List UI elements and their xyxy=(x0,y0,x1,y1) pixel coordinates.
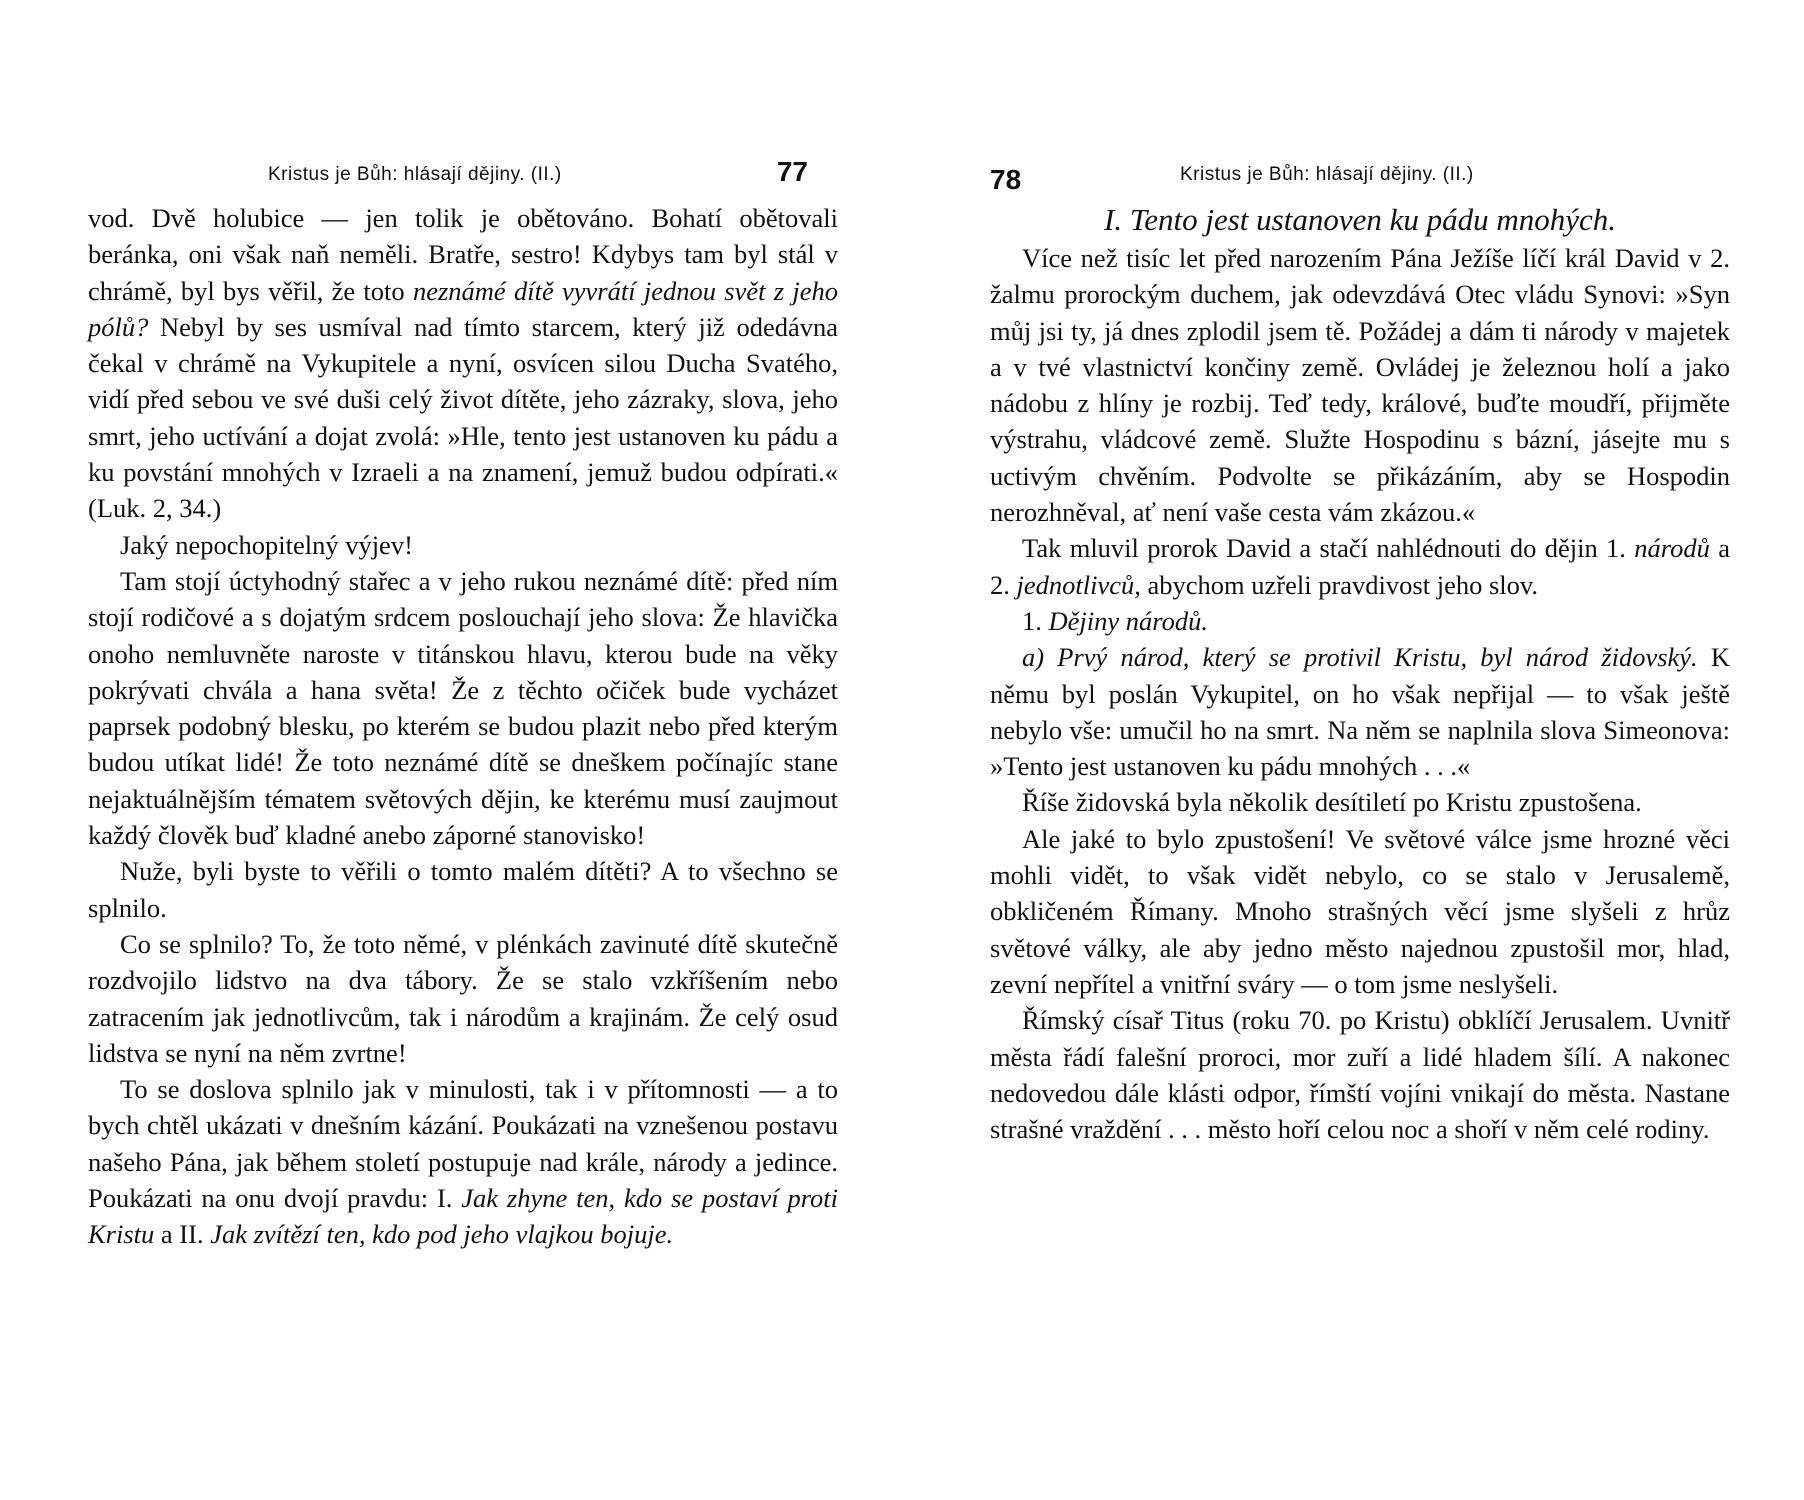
paragraph: Nuže, byli byste to věřili o tomto malém dítěti? A to všechno se splnilo. xyxy=(88,856,838,923)
text-run: Nebyl by ses usmíval nad tímto starcem, který již odedávna čekal v chrámě na Vykupitele a nyní, osvícen silou Ducha Svatého, vidí před sebou ve své duši celý život dítěte, jeho zázraky, slova, jeho smrt, jeho uctívání a dojat zvolá: »Hle, tento jest ustanoven ku pádu a ku povstání mnohých v Izraeli a na znamení, jemuž budou odpírati.« (Luk. 2, 34.) xyxy=(88,311,838,524)
text-run: a II. xyxy=(154,1219,211,1250)
italic-run: neznámé dítě vyvrátí jednou svět z jeho pólů? xyxy=(88,275,838,342)
paragraph xyxy=(88,200,838,527)
paragraph xyxy=(990,639,1730,784)
paragraph xyxy=(88,1071,838,1252)
italic-run: Dějiny národů. xyxy=(1048,605,1208,636)
paragraph: Co se splnilo? To, že toto němé, v plénkách zavinuté dítě skutečně rozdvojilo lidstvo na dva tábory. Že se stalo vzkříšením nebo zatracením jak jednotlivcům, tak i národům a krajinám. Že celý osud lidstva se nyní na něm zvrtne! xyxy=(88,928,838,1068)
paragraph: Říše židovská byla několik desítiletí po Kristu zpustošena. xyxy=(1022,787,1642,818)
text-run: To se doslova splnilo jak v minulosti, tak i v přítomnosti — a to bych chtěl ukázati v dnešním kázání. Poukázati na vznešenou postavu našeho Pána, jak během století postupuje nad krále, národy a jedince. Poukázati na onu dvojí pravdu: I. xyxy=(88,1074,838,1214)
page-number-left: 77 xyxy=(776,156,808,187)
text-run: a 2. xyxy=(990,533,1730,600)
left-page-body xyxy=(88,200,838,1253)
right-page-body xyxy=(990,200,1730,1147)
paragraph xyxy=(990,603,1730,639)
page-number-right: 78 xyxy=(990,164,1022,195)
italic-run: Jak zvítězí ten, kdo pod jeho vlajkou bojuje. xyxy=(210,1219,674,1250)
text-run: 1. xyxy=(1022,605,1049,636)
italic-run: národů xyxy=(1634,533,1710,564)
running-head-left xyxy=(88,150,838,200)
italic-run: a) Prvý národ, který se protivil Kristu, byl národ židovský. xyxy=(1022,642,1698,673)
text-run: K němu byl poslán Vykupitel, on ho však nepřijal — to však ještě nebylo vše: umučil ho na smrt. Na něm se naplnila slova Simeonova: »Tento jest ustanoven ku pádu mnohých . . .« xyxy=(990,642,1730,782)
paragraph: Ale jaké to bylo zpustošení! Ve světové válce jsme hrozné věci mohli vidět, to však vidět nebylo, co se stalo v Jerusalemě, obkličeném Římany. Mnoho strašných věcí jsme slyšeli z hrůz světové války, ale aby jedno město najednou zpustošil mor, hlad, zevní nepřítel a vnitřní sváry — o tom jsme neslyšeli. xyxy=(990,823,1730,999)
paragraph: Tam stojí úctyhodný stařec a v jeho rukou neznámé dítě: před ním stojí rodičové a s dojatým srdcem poslouchají jeho slova: Že hlavička onoho nemluvněte naroste v titánskou hlavu, kterou bude na věky pokrývati chvála a hana světa! Že z těchto očiček bude vycházet paprsek podobný blesku, po kterém se budou plazit nebo před kterým budou utíkat lidé! Že toto neznámé dítě se dneškem počínajíc stane nejaktuálnějším tématem světových dějin, ke kterému musí zaujmout každý člověk buď kladné anebo záporné stanovisko! xyxy=(88,565,838,851)
paragraph xyxy=(990,530,1730,603)
paragraph: Římský císař Titus (roku 70. po Kristu) obklíčí Jerusalem. Uvnitř města řádí falešní proroci, mor zuří a lidé hladem šílí. A nakonec nedovedou dále klásti odpor, římští vojíni vnikají do města. Nastane strašné vraždění . . . město hoří celou noc a shoří v něm celé rodiny. xyxy=(990,1005,1730,1145)
italic-run: Jak zhyne ten, kdo se postaví proti Kristu xyxy=(88,1183,838,1250)
paragraph: Jaký nepochopitelný výjev! xyxy=(120,529,413,560)
section-heading: I. Tento jest ustanoven ku pádu mnohých. xyxy=(1104,202,1616,237)
running-head-right xyxy=(990,150,1730,200)
running-title-left: Kristus je Bůh: hlásají dějiny. (II.) xyxy=(268,164,562,185)
text-run: Tak mluvil prorok David a stačí nahlédnouti do dějin 1. xyxy=(1022,533,1635,564)
running-title-right: Kristus je Bůh: hlásají dějiny. (II.) xyxy=(1180,164,1474,185)
right-page xyxy=(990,150,1730,1147)
paragraph: Více než tisíc let před narozením Pána Ježíše líčí král David v 2. žalmu prorockým duchem, jak odevzdává Otec vládu Synovi: »Syn můj jsi ty, já dnes zplodil jsem tě. Požádej a dám ti národy v majetek a v tvé vlastnictví končiny země. Ovládej je železnou holí a jako nádobu z hlíny je rozbij. Teď tedy, králové, buďte moudří, přijměte výstrahu, vládcové země. Služte Hospodinu s bázní, jásejte mu s uctivým chvěním. Podvolte se přikázáním, aby se Hospodin nerozhněval, ať není vaše cesta vám zkázou.« xyxy=(990,243,1730,528)
text-run: abychom uzřeli pravdivost jeho slov. xyxy=(1140,569,1539,600)
italic-run: jednotlivců, xyxy=(1016,569,1141,600)
left-page xyxy=(88,150,838,1253)
text-run: vod. Dvě holubice — jen tolik je obětováno. Bohatí obětovali beránka, oni však naň neměli. Bratře, sestro! Kdybys tam byl stál v chrámě, byl bys věřil, že toto xyxy=(88,203,838,306)
